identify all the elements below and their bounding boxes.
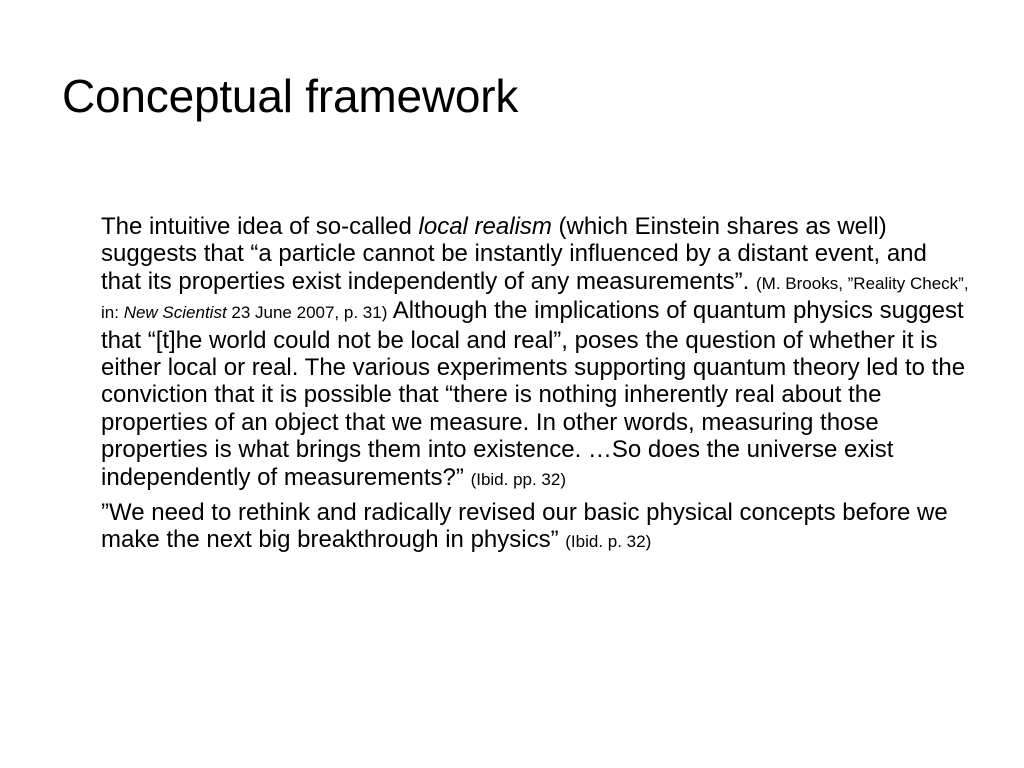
citation-journal-name: New Scientist bbox=[123, 303, 227, 323]
citation-brooks-part-b: 23 June 2007, p. 31) bbox=[226, 303, 388, 323]
paragraph-1-text-a: The intuitive idea of so-called bbox=[101, 213, 419, 240]
local-realism-term: local realism bbox=[418, 213, 552, 240]
paragraph-1-text-b: (which Einstein shares as well) suggests that “a particle cannot be instantly influenced by a distant event, and that its properties exist independently of any measurements”. bbox=[101, 213, 927, 295]
citation-ibid-2: (Ibid. p. 32) bbox=[565, 532, 652, 552]
paragraph-2-text: ”We need to rethink and radically revised our basic physical concepts before we make the next big breakthrough in physics” bbox=[101, 499, 948, 554]
body-paragraph-2 bbox=[101, 499, 971, 556]
citation-brooks-part-a: (M. Brooks, ”Reality Check”, in: bbox=[101, 273, 969, 323]
slide-body bbox=[101, 213, 971, 556]
slide-title: Conceptual framework bbox=[62, 70, 519, 122]
paragraph-1-text-c: Although the implications of quantum physics suggest that “[t]he world could not be local and real”, poses the question of whether it is either local or real. The various experiments supporting quantum theory led to the conviction that it is possible that “there is nothing inherently real about the properties of an object that we measure. In other words, measuring those properties is what brings them into existence. …So does the universe exist independently of measurements?” bbox=[101, 297, 966, 491]
citation-ibid-1: (Ibid. pp. 32) bbox=[470, 469, 567, 489]
body-paragraph-1 bbox=[101, 213, 971, 493]
